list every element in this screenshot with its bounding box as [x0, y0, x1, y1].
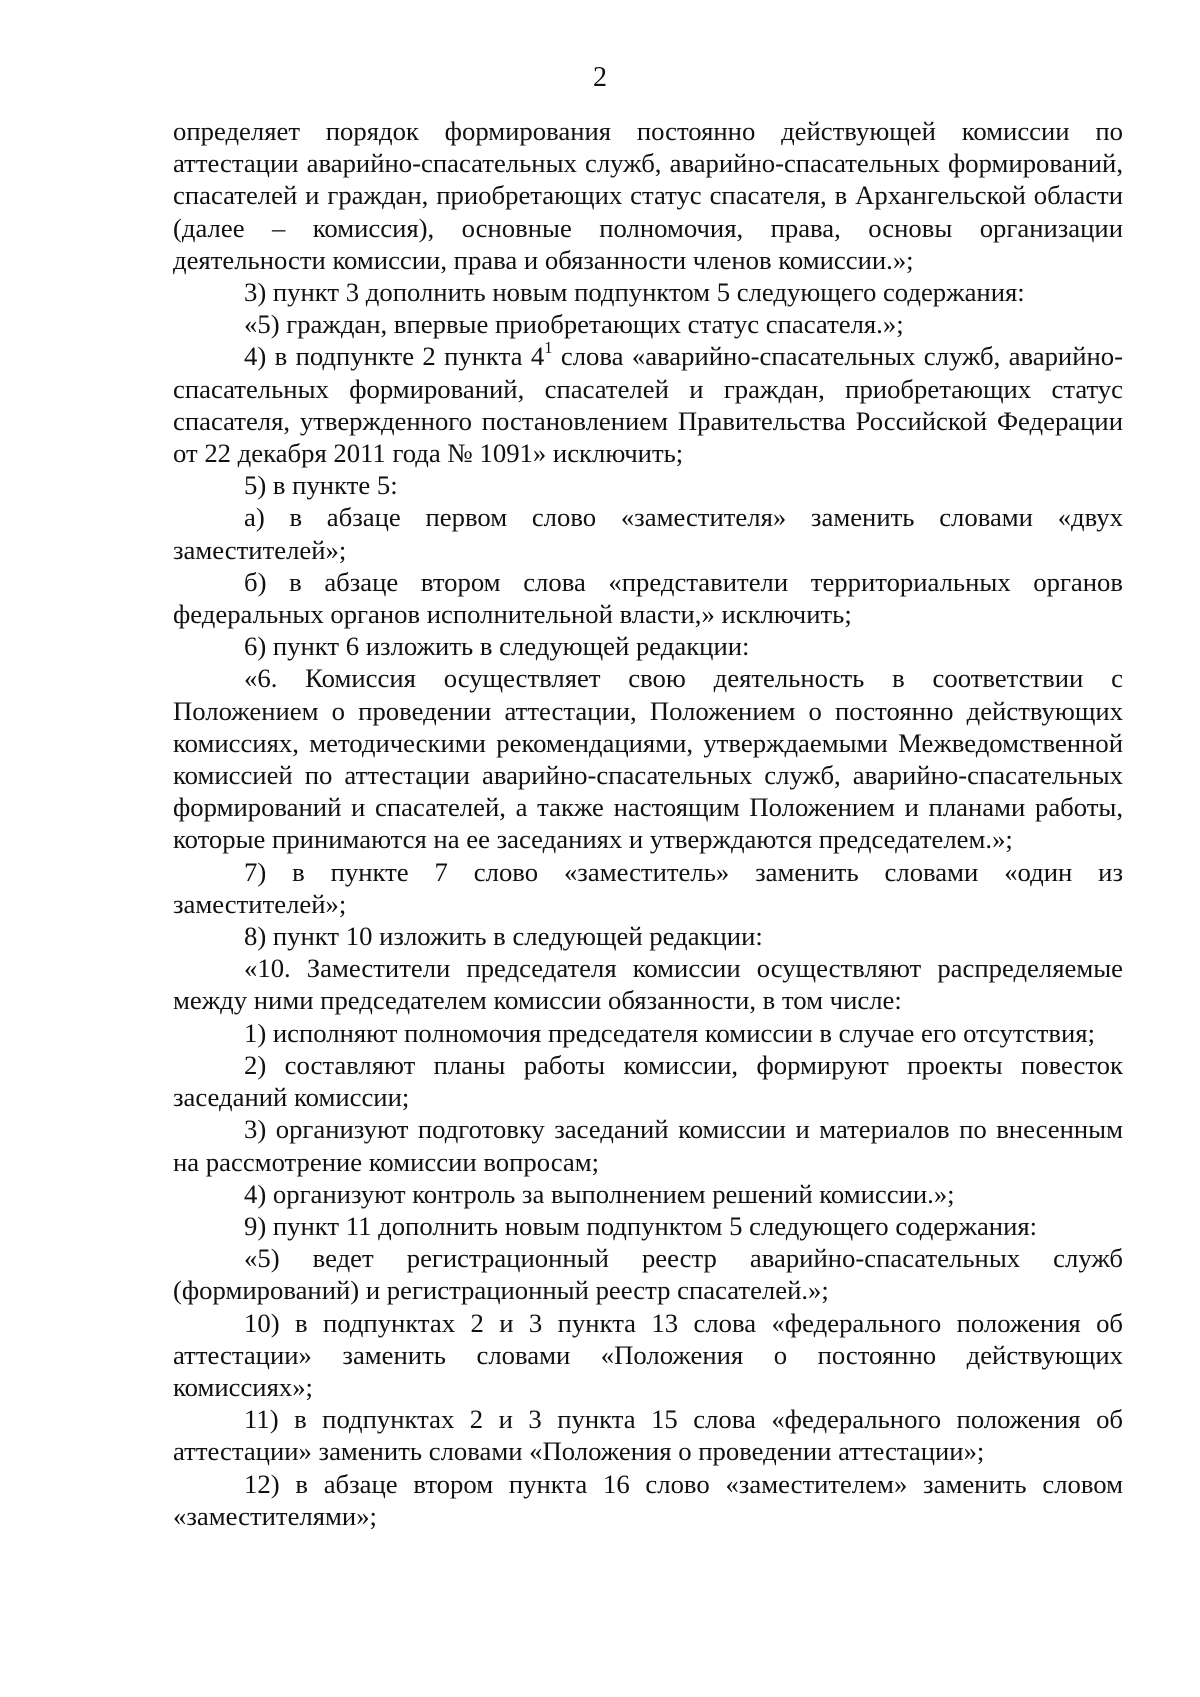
paragraph: 12) в абзаце втором пункта 16 слово «заместителем» заменить словом «заместителями»;: [173, 1468, 1123, 1531]
paragraph: 8) пункт 10 изложить в следующей редакции:: [244, 921, 763, 952]
paragraph: 11) в подпунктах 2 и 3 пункта 15 слова «федерального положения об аттестации» заменить словами «Положения о проведении аттестации»;: [173, 1404, 1123, 1467]
paragraph: 3) пункт 3 дополнить новым подпунктом 5 следующего содержания:: [244, 277, 1025, 308]
paragraph: «5) граждан, впервые приобретающих статус спасателя.»;: [244, 309, 904, 340]
paragraph: 5) в пункте 5:: [244, 470, 398, 501]
paragraph: 7) в пункте 7 слово «заместитель» заменить словами «один из заместителей»;: [173, 856, 1123, 919]
paragraph-with-superscript: [173, 340, 1123, 469]
paragraph: определяет порядок формирования постоянно действующей комиссии по аттестации аварийно-спасательных служб, аварийно-спасательных формирований, спасателей и граждан, приобретающих статус спасателя, в Архангельской области (далее – комиссия), основные полномочия, права, основы организации деятельности комиссии, права и обязанности членов комиссии.»;: [173, 116, 1123, 275]
document-body: [173, 115, 1123, 1532]
paragraph: 4) организуют контроль за выполнением решений комиссии.»;: [244, 1178, 955, 1209]
paragraph: 9) пункт 11 дополнить новым подпунктом 5 следующего содержания:: [244, 1210, 1038, 1241]
superscript-index: 1: [544, 338, 553, 358]
paragraph: «5) ведет регистрационный реестр аварийно-спасательных служб (формирований) и регистрационный реестр спасателей.»;: [173, 1243, 1123, 1306]
paragraph: 2) составляют планы работы комиссии, формируют проекты повесток заседаний комиссии;: [173, 1049, 1123, 1113]
paragraph-text-before: 4) в подпункте 2 пункта 4: [244, 341, 545, 372]
paragraph: 1) исполняют полномочия председателя комиссии в случае его отсутствия;: [244, 1017, 1096, 1048]
paragraph: б) в абзаце втором слова «представители территориальных органов федеральных органов исполнительной власти,» исключить;: [173, 566, 1123, 630]
paragraph: 6) пункт 6 изложить в следующей редакции:: [244, 631, 750, 662]
paragraph: «10. Заместители председателя комиссии осуществляют распределяемые между ними председателем комиссии обязанности, в том числе:: [173, 953, 1123, 1016]
paragraph: 3) организуют подготовку заседаний комиссии и материалов по внесенным на рассмотрение комиссии вопросам;: [173, 1114, 1123, 1177]
paragraph: «6. Комиссия осуществляет свою деятельность в соответствии с Положением о проведении аттестации, Положением о постоянно действующих комиссиях, методическими рекомендациями, утверждаемыми Межведомственной комиссией по аттестации аварийно-спасательных служб, аварийно-спасательных формирований и спасателей, а также настоящим Положением и планами работы, которые принимаются на ее заседаниях и утверждаются председателем.»;: [173, 663, 1123, 855]
page-number: 2: [593, 62, 607, 93]
paragraph: а) в абзаце первом слово «заместителя» заменить словами «двух заместителей»;: [173, 502, 1123, 565]
paragraph-text-after: слова «аварийно-спасательных служб, аварийно-спасательных формирований, спасателей и граждан, приобретающих статус спасателя, утвержденного постановлением Правительства Российской Федерации от 22 декабря 2011 года № 1091» исключить;: [173, 341, 1123, 469]
paragraph: 10) в подпунктах 2 и 3 пункта 13 слова «федерального положения об аттестации» заменить словами «Положения о постоянно действующих комиссиях»;: [173, 1307, 1123, 1402]
